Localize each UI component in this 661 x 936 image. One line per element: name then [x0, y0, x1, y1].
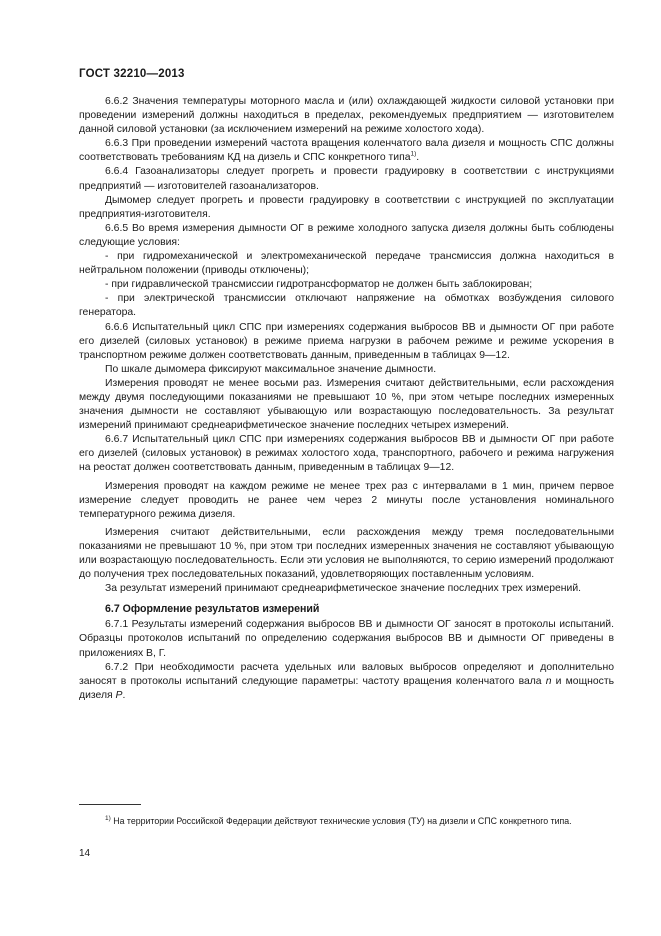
paragraph-6-6-3-end: . [416, 152, 420, 164]
footnote [79, 815, 614, 828]
symbol-n: n [545, 675, 552, 687]
document-header: ГОСТ 32210—2013 [79, 68, 185, 80]
symbol-p: P [115, 689, 123, 701]
paragraph-6-6-7-validity: Измерения считают действительными, если расхождения между тремя последовательными показаниями не превышают 10 %, при этом три последних измеренных значения не составляют убывающую или возрастающую последовательность. Если эти условия не выполняются, то серию измерений продолжают до получения трех последовательных показаний, удовлетворяющих поставленным условиям. [79, 526, 614, 581]
list-item-hydraulic: - при гидравлической трансмиссии гидротрансформатор не должен быть заблокирован; [105, 279, 533, 291]
paragraph-6-7-2-mid: и мощность дизеля [79, 675, 614, 701]
footnote-reference: 1) [410, 150, 417, 158]
paragraph-6-6-2: 6.6.2 Значения температуры моторного масла и (или) охлаждающей жидкости силовой установки при проведении измерений должны находиться в пределах, рекомендуемых предприятием — изготовителем данной силовой установки (за исключением измерений на режиме холостого хода). [79, 96, 614, 136]
list-item-electric: - при электрической трансмиссии отключают напряжение на обмотках возбуждения силового генератора. [79, 293, 614, 319]
page-number: 14 [79, 848, 91, 859]
paragraph-6-6-7-result: За результат измерений принимают среднеарифметическое значение последних трех измерений. [105, 583, 582, 595]
footnote-marker: 1) [105, 815, 111, 823]
footnote-divider [79, 804, 141, 805]
paragraph-6-6-3-text: 6.6.3 При проведении измерений частота вращения коленчатого вала дизеля и мощность СПС должны соответствовать требованиям КД на дизель и СПС конкретного типа [79, 138, 614, 164]
paragraph-6-6-4-smokemeter: Дымомер следует прогреть и провести градуировку в соответствии с инструкцией по эксплуатации предприятия-изготовителя. [79, 194, 614, 220]
paragraph-6-7-2-text: 6.7.2 При необходимости расчета удельных или валовых выбросов определяют и дополнительно заносят в протоколы испытаний следующие параметры: частоту вращения коленчатого вала [79, 661, 614, 687]
paragraph-6-6-4: 6.6.4 Газоанализаторы следует прогреть и провести градуировку в соответствии с инструкциями предприятий — изготовителей газоанализаторов. [79, 166, 614, 192]
main-text [79, 95, 614, 703]
footnote-body: На территории Российской Федерации действуют технические условия (ТУ) на дизели и СПС конкретного типа. [110, 816, 572, 826]
paragraph-6-6-6-smoke-scale: По шкале дымомера фиксируют максимальное значение дымности. [105, 363, 437, 375]
paragraph-6-7-1: 6.7.1 Результаты измерений содержания выбросов ВВ и дымности ОГ заносят в протоколы испытаний. Образцы протоколов испытаний по определению содержания выбросов ВВ и дымности ОГ приведены в приложениях В, Г. [79, 619, 614, 659]
section-heading-6-7: 6.7 Оформление результатов измерений [105, 603, 320, 616]
footnote-text [79, 815, 614, 828]
list-item-hydromechanical: - при гидромеханической и электромеханической передаче трансмиссия должна находиться в нейтральном положении (приводы отключены); [79, 251, 614, 277]
paragraph-6-6-3 [79, 137, 614, 165]
paragraph-6-7-2 [79, 661, 614, 703]
paragraph-6-6-6-measurements: Измерения проводят не менее восьми раз. Измерения считают действительными, если расхождения между двумя последующими показаниями не превышают 10 %, при этом четыре последних измеренных значения дымности не составляют убывающую или возрастающую последовательность. За результат измерений принимают среднеарифметическое значение последних четырех измерений. [79, 377, 614, 432]
paragraph-6-6-6: 6.6.6 Испытательный цикл СПС при измерениях содержания выбросов ВВ и дымности ОГ при работе его дизелей (силовых установок) в режиме приема нагрузки в рабочем режиме и режиме ускорения в транспортном режиме должен соответствовать данным, приведенным в таблицах 9—12. [79, 321, 614, 361]
paragraph-6-6-7-intervals: Измерения проводят на каждом режиме не менее трех раз с интервалами в 1 мин, причем первое измерение следует проводить не ранее чем через 2 минуты после установления номинального температурного режима дизеля. [79, 480, 614, 520]
paragraph-6-7-2-end: . [122, 689, 126, 701]
paragraph-6-6-5: 6.6.5 Во время измерения дымности ОГ в режиме холодного запуска дизеля должны быть соблюдены следующие условия: [79, 222, 614, 248]
paragraph-6-6-7: 6.6.7 Испытательный цикл СПС при измерениях содержания выбросов ВВ и дымности ОГ при работе его дизелей (силовых установок) в режимах холостого хода, транспортного, рабочего и режима нагружения на реостат должен соответствовать данным, приведенным в таблицах 9—12. [79, 434, 614, 474]
